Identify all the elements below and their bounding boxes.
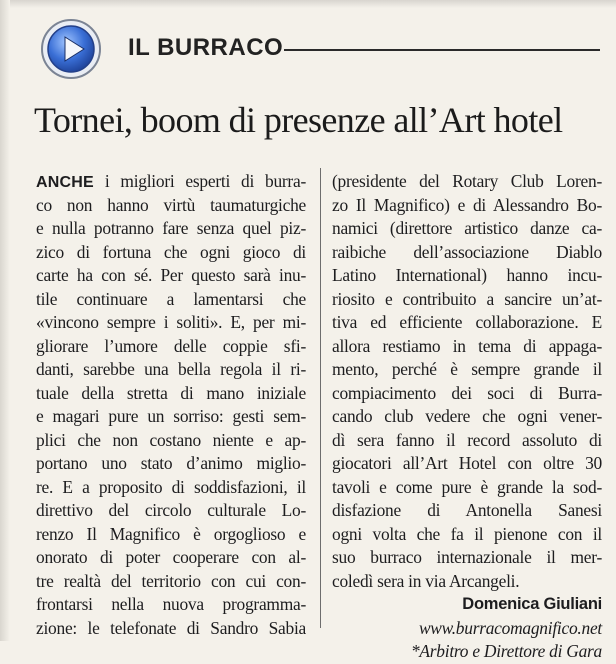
- text-line: allora restiamo in tema di appaga-: [332, 335, 602, 356]
- text-line: e nulla potranno fare senza quel piz-: [36, 218, 306, 238]
- text-line: renzo Il Magnifico è orgoglioso e: [36, 523, 306, 544]
- text-line: raibiche dell’associazione Diablo: [332, 241, 602, 262]
- text-line: direttivo del circolo culturale Lo-: [36, 500, 306, 520]
- section-label: IL BURRACO: [128, 34, 284, 61]
- text-line: carte ha con sé. Per questo sarà inu-: [36, 265, 306, 285]
- byline-website: www.burracomagnifico.net: [418, 617, 602, 638]
- text-line: co non hanno virtù taumaturgiche: [36, 194, 306, 215]
- article-column-left: [36, 170, 306, 640]
- text-line: dì sera fanno il record assoluto di: [332, 429, 602, 450]
- text-line: coledì sera in via Arcangeli.: [332, 570, 520, 591]
- text-line: namici (direttore artistico danze ca-: [332, 218, 602, 238]
- text-line: plici che non costano niente e ap-: [36, 429, 306, 450]
- text-line: «vincono sempre i soliti». E, per mi-: [36, 312, 306, 332]
- lead-word: ANCHE: [36, 174, 94, 191]
- text-line: gliorare l’umore delle coppie sfi-: [36, 335, 306, 356]
- page-top-shadow: [0, 0, 616, 8]
- text-line: tuale della stretta di mano iniziale: [36, 382, 306, 403]
- text-line: disfazione di Antonella Sanesi: [332, 500, 602, 520]
- play-icon: [40, 18, 102, 80]
- text-line: zico di fortuna che ogni gioco di: [36, 241, 306, 262]
- section-rule: [284, 49, 600, 51]
- text-line: tiva ed efficiente collaborazione. E: [332, 312, 602, 332]
- text-line: suo burraco internazionale il mer-: [332, 547, 602, 567]
- text-line: tre realtà del territorio con cui con-: [36, 570, 306, 591]
- text-line: danti, sarebbe una bella regola il ri-: [36, 359, 306, 379]
- text-line: riosito e contribuito a sancire un’at-: [332, 288, 602, 309]
- text-line: cando club vedere che ogni vener-: [332, 406, 602, 426]
- text-line: e magari pure un sorriso: gesti sem-: [36, 406, 306, 426]
- text-line: zo Il Magnifico) e di Alessandro Bo-: [332, 194, 602, 215]
- text-line: (presidente del Rotary Club Loren-: [332, 171, 602, 191]
- text-line: zione: le telefonate di Sandro Sabia: [36, 617, 306, 638]
- text-line: frontarsi nella nuova programma-: [36, 594, 306, 614]
- page-left-shadow: [0, 0, 10, 641]
- text-line: mento, perché è sempre grande il: [332, 359, 602, 379]
- text-line: tile continuare a lamentarsi che: [36, 288, 306, 309]
- byline-author: Domenica Giuliani: [462, 595, 602, 613]
- text-line: tavoli e come pure è grande la sod-: [332, 476, 602, 497]
- text-line: portano uno stato d’animo miglio-: [36, 453, 306, 473]
- byline-role: *Arbitro e Direttore di Gara: [410, 641, 602, 661]
- text-line: compiacimento dei soci di Burra-: [332, 382, 602, 403]
- text-line: Latino International) hanno incu-: [332, 265, 602, 285]
- text-line: onorato di poter cooperare con al-: [36, 547, 306, 567]
- article-headline: Tornei, boom di presenze all’Art hotel: [34, 100, 563, 140]
- article-column-right: [332, 170, 602, 664]
- column-divider: [320, 168, 321, 628]
- text-line: ogni volta che fa il pienone con il: [332, 523, 602, 544]
- text-line: ANCHE i migliori esperti di burra-: [36, 171, 306, 191]
- text-line: giocatori all’Art Hotel con oltre 30: [332, 453, 602, 473]
- text-line: re. E a proposito di soddisfazioni, il: [36, 476, 306, 497]
